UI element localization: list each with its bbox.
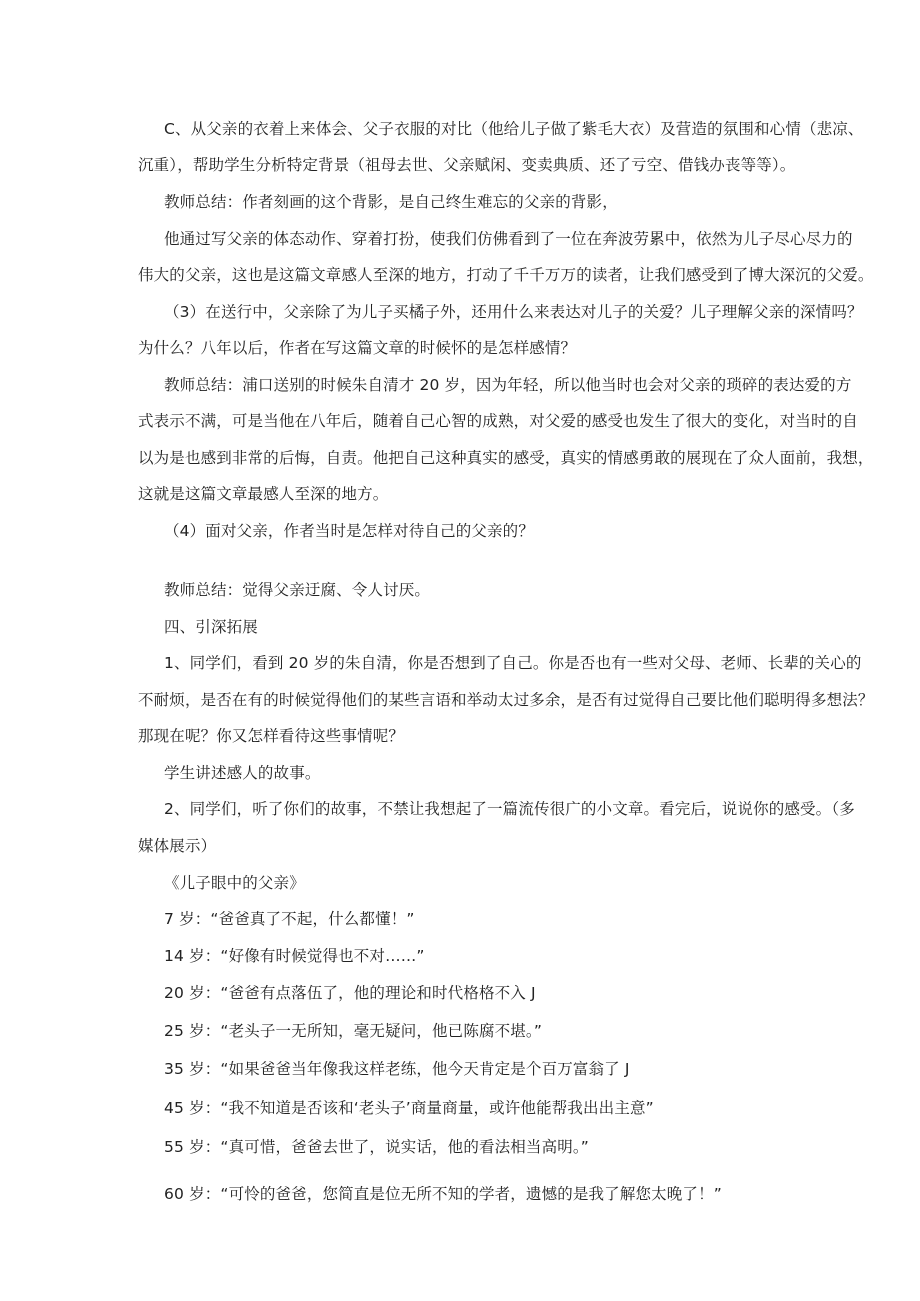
age-line-14: 14 岁：“好像有时候觉得也不对……” <box>164 947 425 965</box>
para-c-line-2: 沉重），帮助学生分析特定背景（祖母去世、父亲赋闲、变卖典质、还了亏空、借钱办丧等等）。 <box>138 156 796 174</box>
section-4-heading: 四、引深拓展 <box>164 618 258 636</box>
question-3-line-1: （3）在送行中，父亲除了为儿子买橘子外，还用什么来表达对儿子的关爱？儿子理解父亲的深情吗？ <box>164 303 863 321</box>
age-line-35: 35 岁：“如果爸爸当年像我这样老练，他今天肯定是个百万富翁了 J <box>164 1060 630 1078</box>
summary-3-line-1: 教师总结：觉得父亲迂腐、令人讨厌。 <box>164 581 431 599</box>
item-2-line-2: 媒体展示） <box>138 837 217 855</box>
students-line: 学生讲述感人的故事。 <box>164 764 321 782</box>
summary-1-line-1: 教师总结：作者刻画的这个背影，是自己终生难忘的父亲的背影， <box>164 193 618 211</box>
summary-1-line-3: 伟大的父亲，这也是这篇文章感人至深的地方，打动了千千万万的读者，让我们感受到了博大深沉的父爱。 <box>138 266 874 284</box>
summary-2-line-1: 教师总结：浦口送别的时候朱自清才 20 岁，因为年轻，所以他当时也会对父亲的琐碎的表达爱的方 <box>164 376 852 394</box>
para-c-line-1: C、从父亲的衣着上来体会、父子衣服的对比（他给儿子做了紫毛大衣）及营造的氛围和心情（悲凉、 <box>164 120 864 138</box>
item-1-line-1: 1、同学们，看到 20 岁的朱自清，你是否想到了自己。你是否也有一些对父母、老师、长辈的关心的 <box>164 654 862 672</box>
poem-title: 《儿子眼中的父亲》 <box>164 874 305 892</box>
item-1-line-2: 不耐烦，是否在有的时候觉得他们的某些言语和举动太过多余，是否有过觉得自己要比他们聪明得多想法？ <box>138 691 874 709</box>
item-2-line-1: 2、同学们，听了你们的故事，不禁让我想起了一篇流传很广的小文章。看完后，说说你的感受。（多 <box>164 800 855 818</box>
summary-2-line-4: 这就是这篇文章最感人至深的地方。 <box>138 485 389 503</box>
age-line-25: 25 岁：“老头子一无所知，毫无疑问，他已陈腐不堪。” <box>164 1022 543 1040</box>
age-line-60: 60 岁：“可怜的爸爸，您简直是位无所不知的学者，遗憾的是我了解您太晚了！” <box>164 1185 722 1203</box>
question-4-line-1: （4）面对父亲，作者当时是怎样对待自己的父亲的？ <box>164 522 534 540</box>
age-line-7: 7 岁：“爸爸真了不起，什么都懂！” <box>164 910 415 928</box>
summary-2-line-3: 以为是也感到非常的后悔，自责。他把自己这种真实的感受，真实的情感勇敢的展现在了众人面前，我想， <box>138 449 874 467</box>
summary-1-line-2: 他通过写父亲的体态动作、穿着打扮，使我们仿佛看到了一位在奔波劳累中，依然为儿子尽心尽力的 <box>164 230 853 248</box>
age-line-45: 45 岁：“我不知道是否该和‘老头子’商量商量，或许他能帮我出出主意” <box>164 1099 654 1117</box>
age-line-55: 55 岁：“真可惜，爸爸去世了，说实话，他的看法相当高明。” <box>164 1138 589 1156</box>
item-1-line-3: 那现在呢？你又怎样看待这些事情呢？ <box>138 727 405 745</box>
summary-2-line-2: 式表示不满，可是当他在八年后，随着自己心智的成熟，对父爱的感受也发生了很大的变化，对当时的自 <box>138 412 858 430</box>
question-3-line-2: 为什么？八年以后，作者在写这篇文章的时候怀的是怎样感情？ <box>138 339 577 357</box>
age-line-20: 20 岁：“爸爸有点落伍了，他的理论和时代格格不入 J <box>164 984 536 1002</box>
